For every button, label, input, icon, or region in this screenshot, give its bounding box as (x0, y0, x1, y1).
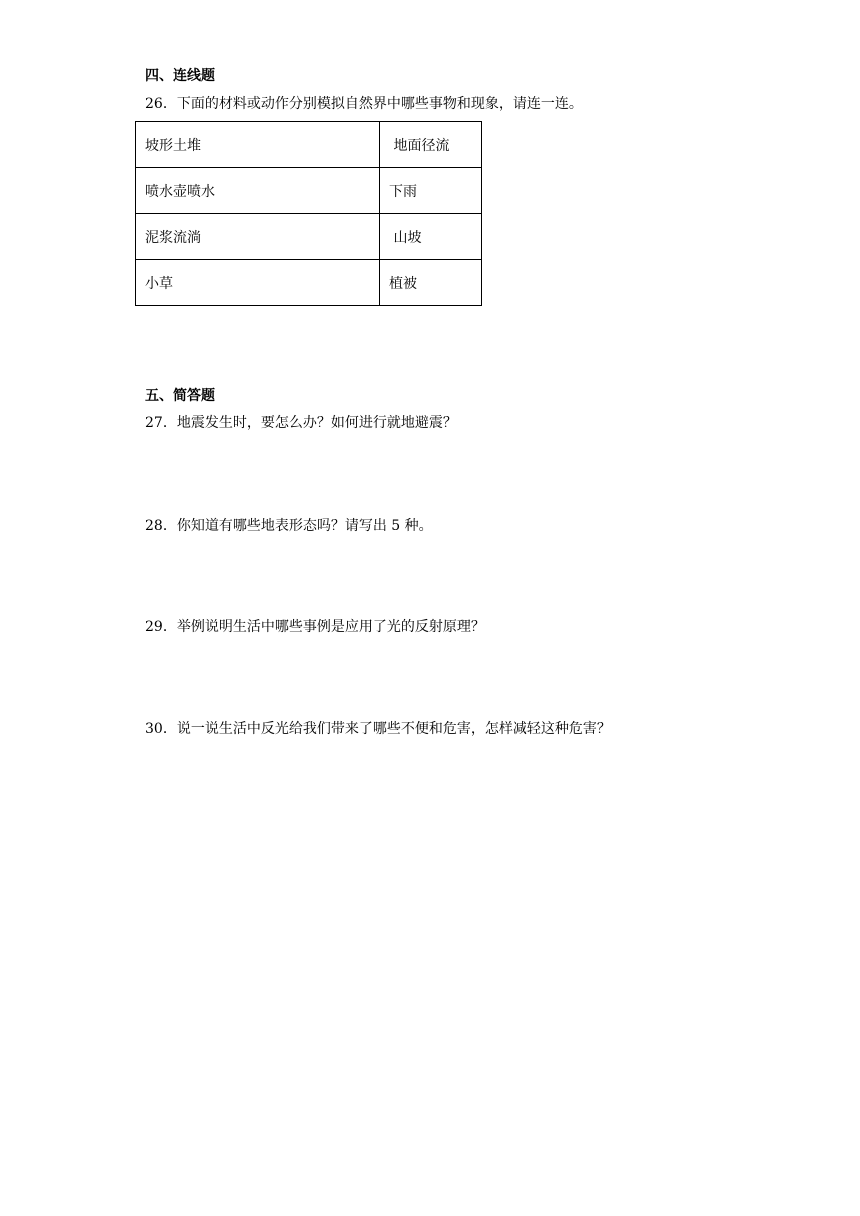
phenomenon-cell[interactable]: 山坡 (380, 214, 482, 260)
table-row (136, 122, 482, 168)
material-cell[interactable]: 喷水壶喷水 (136, 168, 380, 214)
question-29: 29．举例说明生活中哪些事例是应用了光的反射原理？ (145, 619, 485, 635)
section-heading-short-answer: 五、简答题 (145, 388, 215, 404)
material-cell[interactable]: 小草 (136, 260, 380, 306)
question-27: 27．地震发生时，要怎么办？如何进行就地避震？ (145, 415, 457, 431)
table-row (136, 260, 482, 306)
table-row (136, 214, 482, 260)
table-row (136, 168, 482, 214)
question-30: 30．说一说生活中反光给我们带来了哪些不便和危害，怎样减轻这种危害？ (145, 721, 611, 737)
material-cell[interactable]: 坡形土堆 (136, 122, 380, 168)
phenomenon-cell[interactable]: 地面径流 (380, 122, 482, 168)
section-heading-matching: 四、连线题 (145, 68, 215, 84)
phenomenon-cell[interactable]: 植被 (380, 260, 482, 306)
material-cell[interactable]: 泥浆流淌 (136, 214, 380, 260)
question-26: 26．下面的材料或动作分别模拟自然界中哪些事物和现象，请连一连。 (145, 96, 583, 112)
matching-table (135, 121, 482, 306)
phenomenon-cell[interactable]: 下雨 (380, 168, 482, 214)
question-28: 28．你知道有哪些地表形态吗？请写出 5 种。 (145, 518, 433, 534)
